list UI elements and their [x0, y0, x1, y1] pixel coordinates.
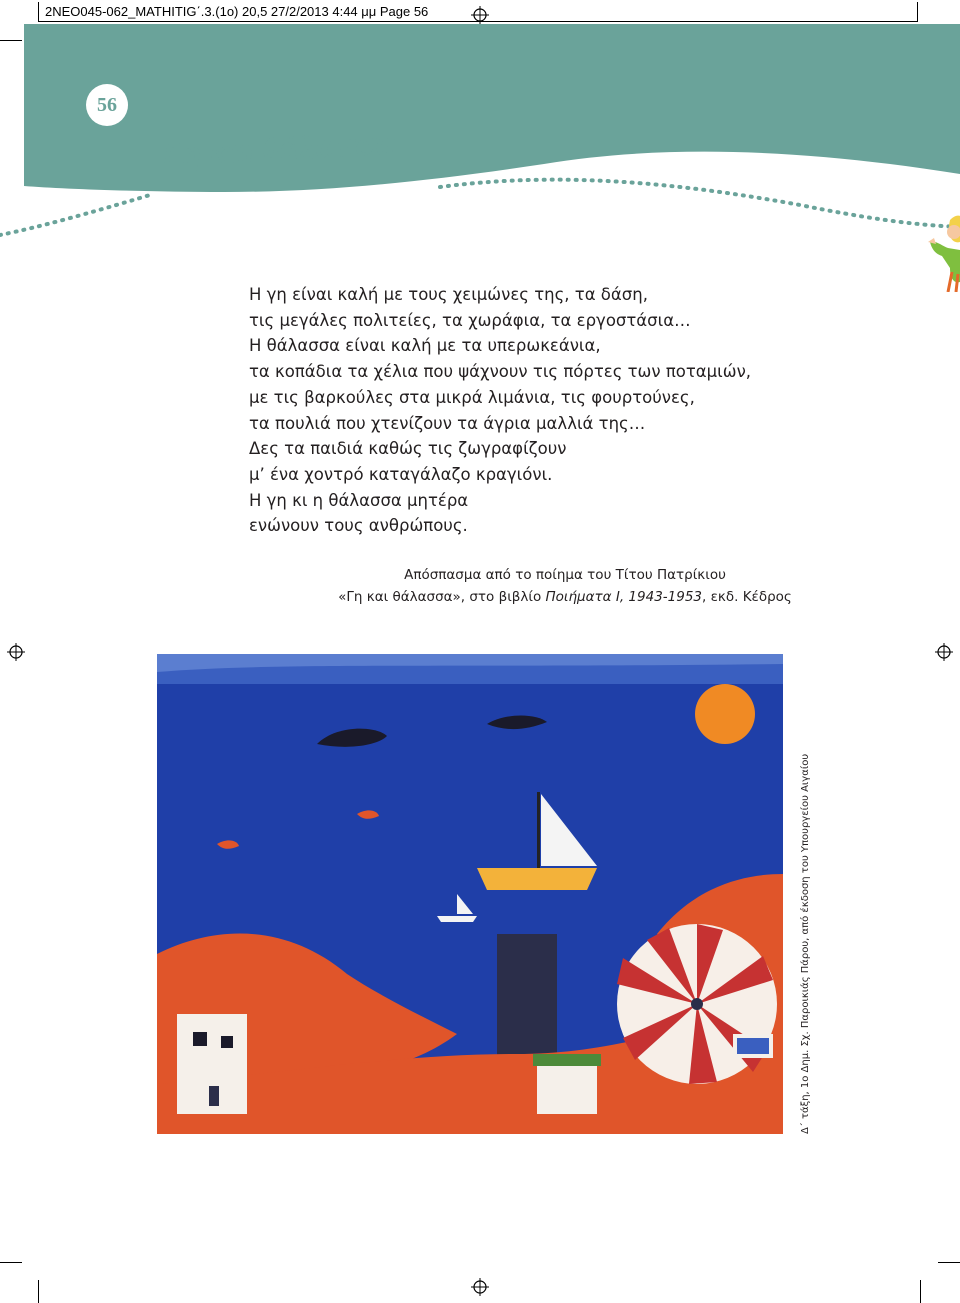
poem-line: τα πουλιά που χτενίζουν τα άγρια μαλλιά της…: [249, 413, 646, 433]
poem-line: τα κοπάδια τα χέλια που ψάχνουν τις πόρτες των ποταμιών,: [249, 362, 752, 382]
crop-mark: [938, 1262, 960, 1263]
poem-line: Η θάλασσα είναι καλή με τα υπερωκεάνια,: [249, 336, 601, 356]
source-line-1: Απόσπασμα από το ποίημα του Τίτου Πατρίκιου: [404, 567, 726, 583]
childrens-painting: [157, 654, 783, 1134]
mascot-illustration: [928, 212, 960, 292]
registration-mark-icon: [471, 6, 489, 24]
page-number: 56: [86, 84, 128, 126]
poem-line: Η γη κι η θάλασσα μητέρα: [249, 490, 469, 510]
painting-caption: Δ΄ τάξη, 1ο Δημ. Σχ. Παροικιάς Πάρου, από έκδοση του Υπουργείου Αιγαίου: [800, 753, 811, 1134]
source-line-2: [320, 586, 810, 608]
print-slug-text: 2NEO045-062_MATHITIG΄.3.(1o) 20,5 27/2/2013 4:44 μμ Page 56: [45, 4, 429, 19]
source-pre: «Γη και θάλασσα», στο βιβλίο: [338, 589, 546, 605]
chapter-title: Γη και θάλασσα: [162, 125, 396, 173]
poem-line: με τις βαρκούλες στα μικρά λιμάνια, τις φουρτούνες,: [249, 387, 695, 407]
registration-mark-icon: [471, 1278, 489, 1296]
poem-line: ενώνουν τους ανθρώπους.: [249, 516, 468, 536]
poem-source: [320, 564, 810, 608]
crop-mark: [0, 1262, 22, 1263]
source-post: , εκδ. Κέδρος: [702, 589, 792, 605]
poem: [249, 282, 751, 539]
crop-mark: [920, 1280, 921, 1303]
crop-mark: [38, 1280, 39, 1303]
crop-mark: [0, 40, 22, 41]
poem-line: Δες τα παιδιά καθώς τις ζωγραφίζουν: [249, 439, 567, 459]
source-book-title: Ποιήματα Ι, 1943-1953: [545, 589, 703, 605]
poem-line: μ’ ένα χοντρό καταγάλαζο κραγιόνι.: [249, 464, 553, 484]
poem-line: τις μεγάλες πολιτείες, τα χωράφια, τα εργοστάσια…: [249, 310, 691, 330]
poem-line: Η γη είναι καλή με τους χειμώνες της, τα δάση,: [249, 285, 648, 304]
registration-mark-icon: [7, 643, 25, 661]
dotted-decoration: [0, 165, 960, 245]
registration-mark-icon: [935, 643, 953, 661]
